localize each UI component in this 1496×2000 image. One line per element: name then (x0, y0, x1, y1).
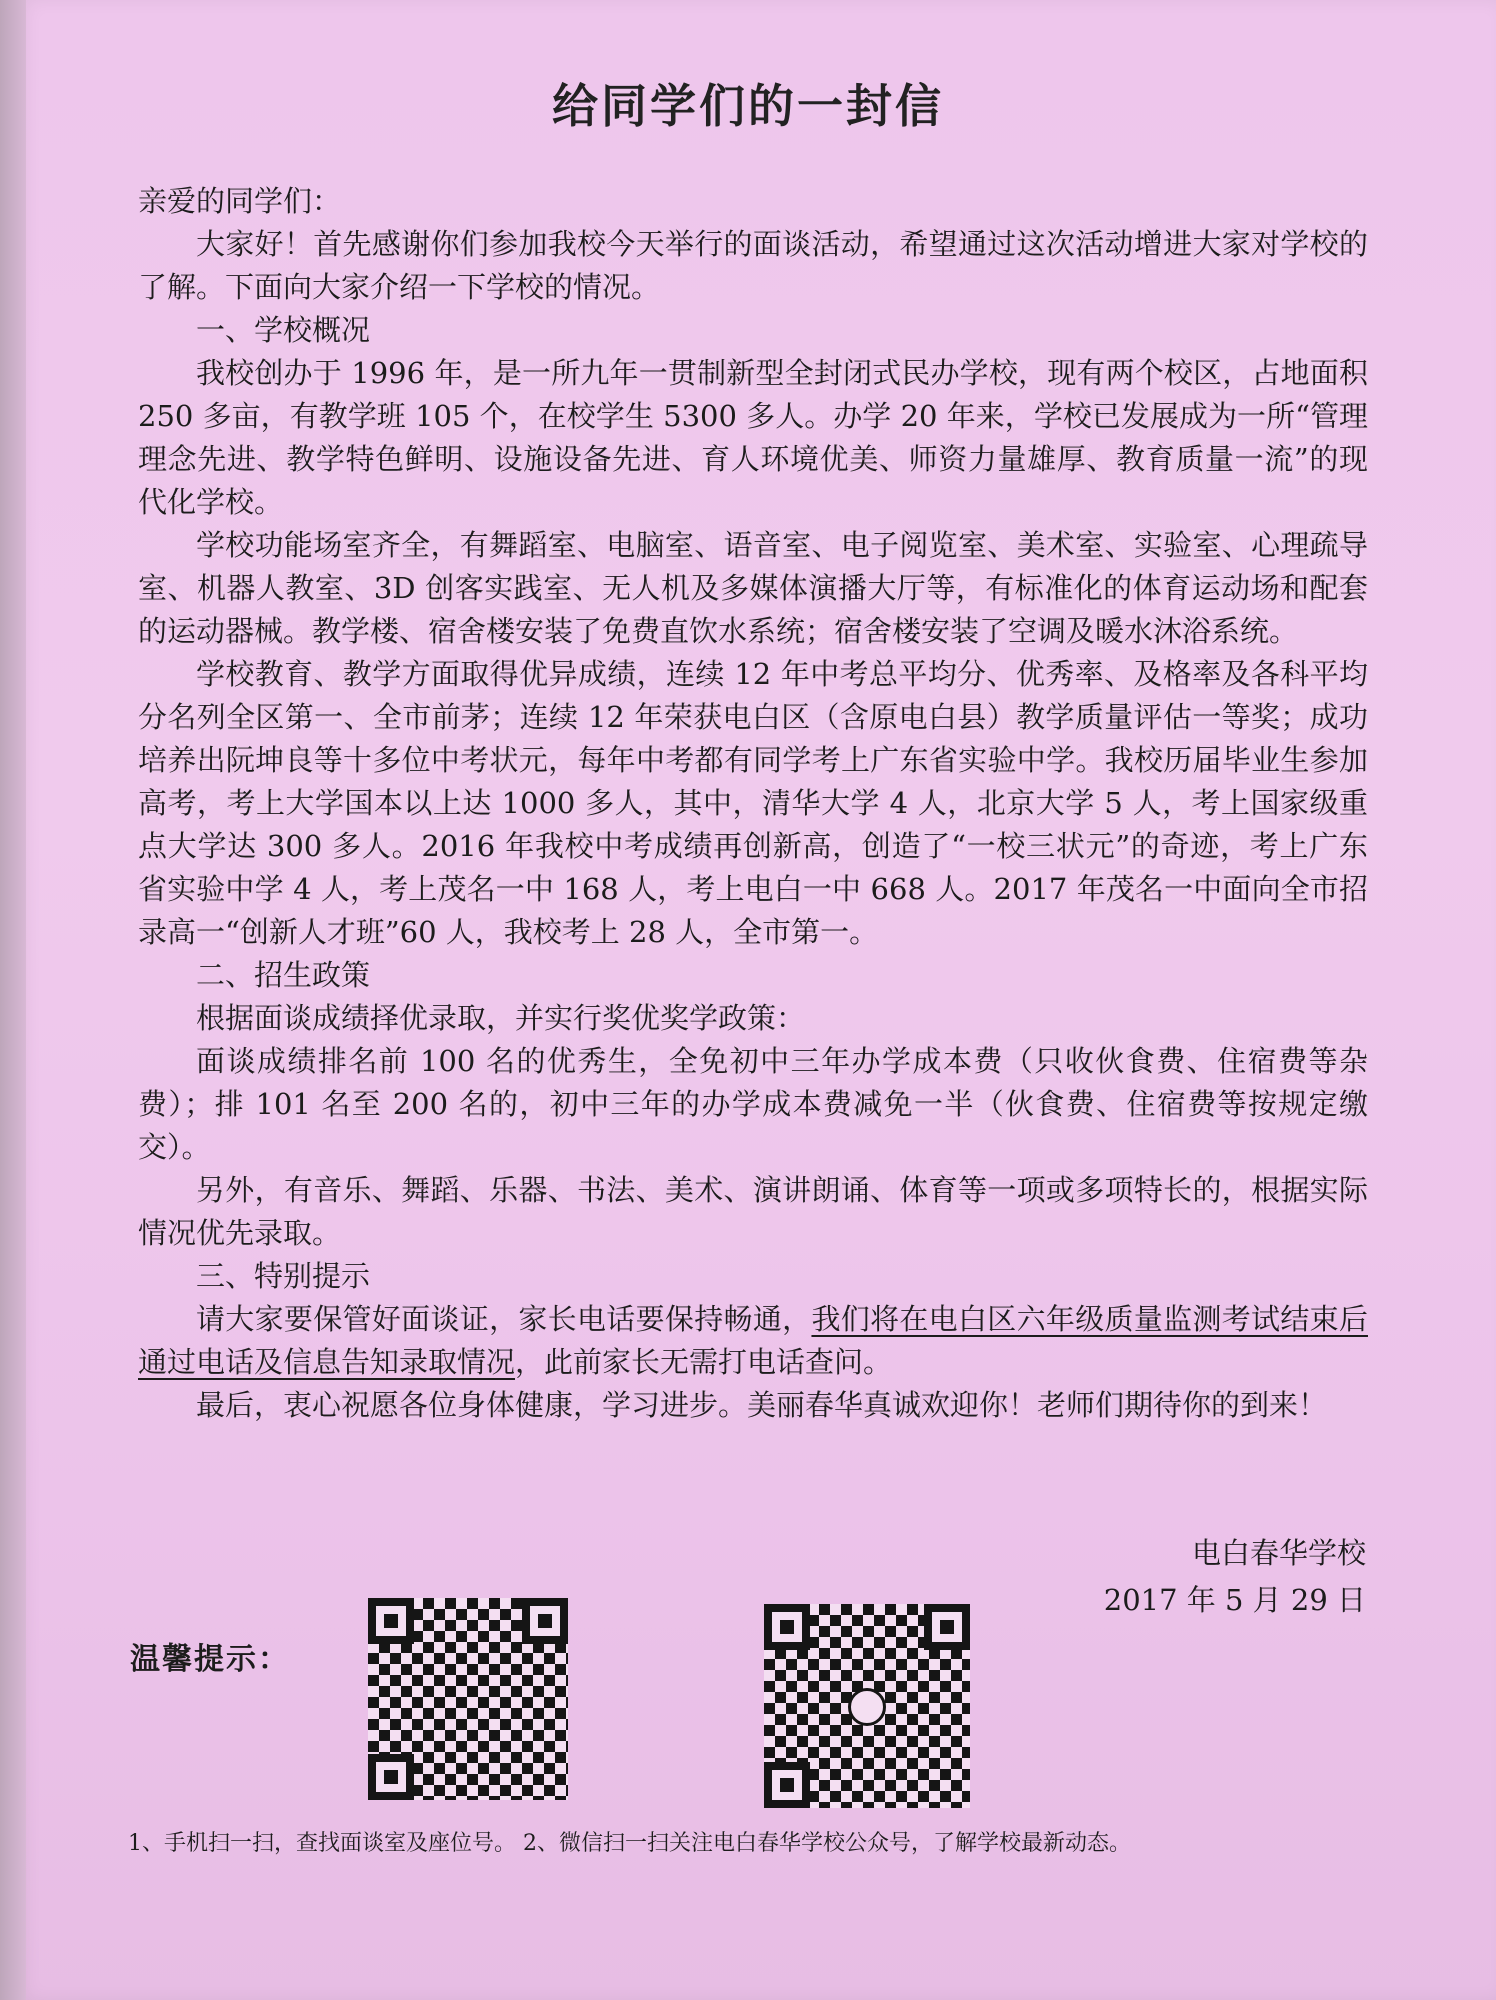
qr-finder-pattern (368, 1754, 414, 1800)
notice-text-end: ，此前家长无需打电话查问。 (515, 1345, 893, 1379)
notice-paragraph (138, 1298, 1368, 1384)
qr-finder-pattern (368, 1598, 414, 1644)
qr-code-seat-lookup[interactable] (368, 1598, 568, 1800)
admission-paragraph-1: 根据面谈成绩择优录取，并实行奖优奖学政策： (196, 1001, 806, 1035)
letter-title: 给同学们的一封信 (552, 79, 944, 133)
qr-finder-pattern (764, 1604, 810, 1650)
qr-code-wechat-account[interactable] (764, 1604, 970, 1808)
salutation: 亲爱的同学们： (138, 184, 342, 218)
overview-paragraph-2: 学校功能场室齐全，有舞蹈室、电脑室、语音室、电子阅览室、美术室、实验室、心理疏导室、机器人教室、3D 创客实践室、无人机及多媒体演播大厅等，有标准化的体育运动场和配套的运动器械。教学楼、宿舍楼安装了免费直饮水系统；宿舍楼安装了空调及暖水沐浴系统。 (138, 528, 1368, 648)
admission-paragraph-3: 另外，有音乐、舞蹈、乐器、书法、美术、演讲朗诵、体育等一项或多项特长的，根据实际情况优先录取。 (138, 1173, 1368, 1250)
signature-date: 2017 年 5 月 29 日 (1103, 1583, 1366, 1617)
intro-paragraph: 大家好！首先感谢你们参加我校今天举行的面谈活动，希望通过这次活动增进大家对学校的了解。下面向大家介绍一下学校的情况。 (138, 227, 1368, 304)
closing-paragraph: 最后，衷心祝愿各位身体健康，学习进步。美丽春华真诚欢迎你！老师们期待你的到来！ (196, 1388, 1328, 1422)
notice-underlined-text: 我们将在电白区六年级质量监测考试结束后通过电话及信息告知录取情况 (138, 1302, 1368, 1379)
qr-finder-pattern (764, 1762, 810, 1808)
paper-edge (0, 0, 26, 2000)
overview-paragraph-3: 学校教育、教学方面取得优异成绩，连续 12 年中考总平均分、优秀率、及格率及各科平均分名列全区第一、全市前茅；连续 12 年荣获电白区（含原电白县）教学质量评估一等奖；成功培养出阮坤良等十多位中考状元，每年中考都有同学考上广东省实验中学。我校历届毕业生参加高考，考上大学国本以上达 1000 多人，其中，清华大学 4 人，北京大学 5 人，考上国家级重点大学达 300 多人。2016 年我校中考成绩再创新高，创造了“一校三状元”的奇迹，考上广东省实验中学 4 人，考上茂名一中 168 人，考上电白一中 668 人。2017 年茂名一中面向全市招录高一“创新人才班”60 人，我校考上 28 人，全市第一。 (138, 657, 1368, 949)
tips-label: 温馨提示： (130, 1642, 290, 1677)
signature-block (1104, 1530, 1366, 1624)
section-heading-overview: 一、学校概况 (196, 313, 371, 347)
letter-body (138, 180, 1368, 1427)
qr-caption: 1、手机扫一扫，查找面谈室及座位号。 2、微信扫一扫关注电白春华学校公众号，了解学校最新动态。 (128, 1831, 1131, 1856)
qr-finder-pattern (522, 1598, 568, 1644)
overview-paragraph-1: 我校创办于 1996 年，是一所九年一贯制新型全封闭式民办学校，现有两个校区，占地面积 250 多亩，有教学班 105 个，在校学生 5300 多人。办学 20 年来，学校已发展成为一所“管理理念先进、教学特色鲜明、设施设备先进、育人环境优美、师资力量雄厚、教育质量一流”的现代化学校。 (138, 356, 1368, 519)
admission-paragraph-2: 面谈成绩排名前 100 名的优秀生，全免初中三年办学成本费（只收伙食费、住宿费等杂费）；排 101 名至 200 名的，初中三年的办学成本费减免一半（伙食费、住宿费等按规定缴交）。 (138, 1044, 1368, 1164)
qr-finder-pattern (924, 1604, 970, 1650)
notice-text-start: 请大家要保管好面谈证，家长电话要保持畅通， (196, 1302, 812, 1336)
section-heading-notice: 三、特别提示 (196, 1259, 371, 1293)
signature-school: 电白春华学校 (1191, 1536, 1366, 1570)
section-heading-admission: 二、招生政策 (196, 958, 371, 992)
school-logo-icon (848, 1688, 886, 1726)
